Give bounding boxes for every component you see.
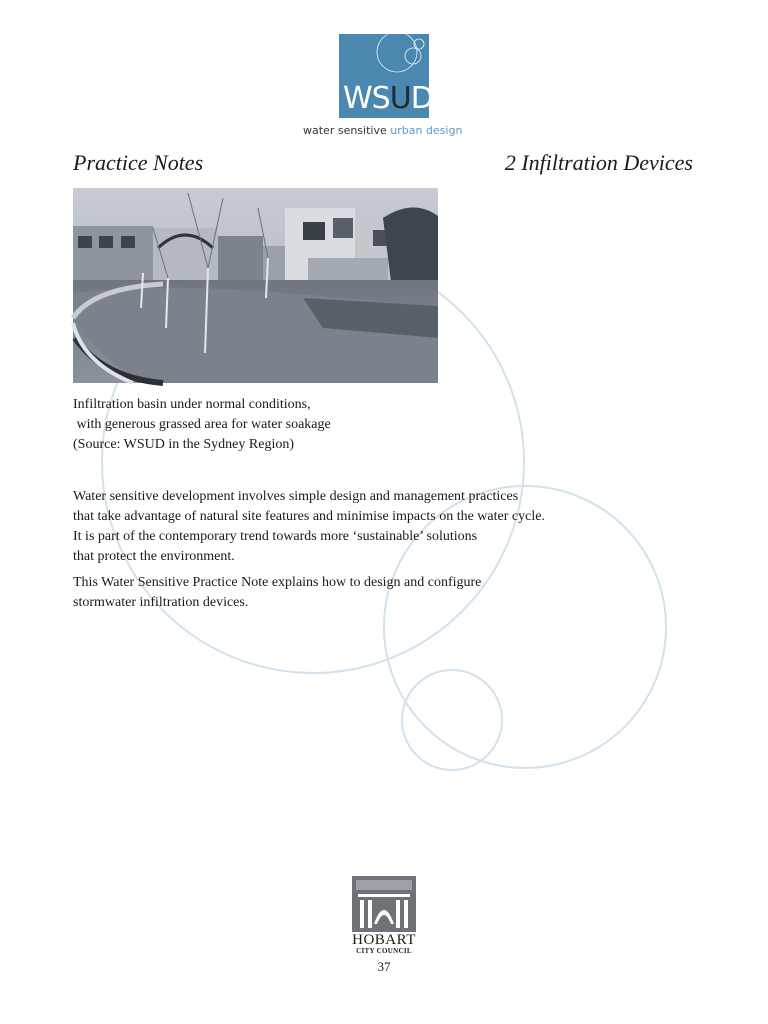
- body-text: [73, 487, 633, 619]
- council-name: HOBART: [352, 932, 416, 948]
- body-paragraph-2: This Water Sensitive Practice Note explains how to design and configure stormwater infiltration devices.: [73, 575, 482, 610]
- small-circle: [402, 670, 502, 770]
- logo-text-d: D: [410, 81, 433, 116]
- page-number: 37: [377, 959, 391, 974]
- logo-tagline: [303, 124, 462, 137]
- tagline-main: water sensitive: [303, 124, 387, 137]
- figure-caption: Infiltration basin under normal conditions, with generous grassed area for water soakage (Source: WSUD in the Sydney Region): [73, 397, 331, 452]
- logo-text-u: U: [389, 81, 411, 116]
- wsud-logo: [339, 34, 433, 118]
- infiltration-basin-photo: [73, 188, 438, 383]
- note-title: 2 Infiltration Devices: [504, 150, 693, 175]
- tagline-accent: urban design: [390, 124, 463, 137]
- council-subtitle: CITY COUNCIL: [356, 947, 412, 955]
- body-paragraph-1: Water sensitive development involves simple design and management practices that take advantage of natural site features and minimise impacts on the water cycle. It is part of the contemporary trend towards more ‘sustainable’ solutions that protect the environment.: [73, 489, 545, 564]
- logo-text-ws: WS: [343, 81, 390, 116]
- logo-text: [343, 81, 433, 116]
- section-title: Practice Notes: [73, 150, 204, 175]
